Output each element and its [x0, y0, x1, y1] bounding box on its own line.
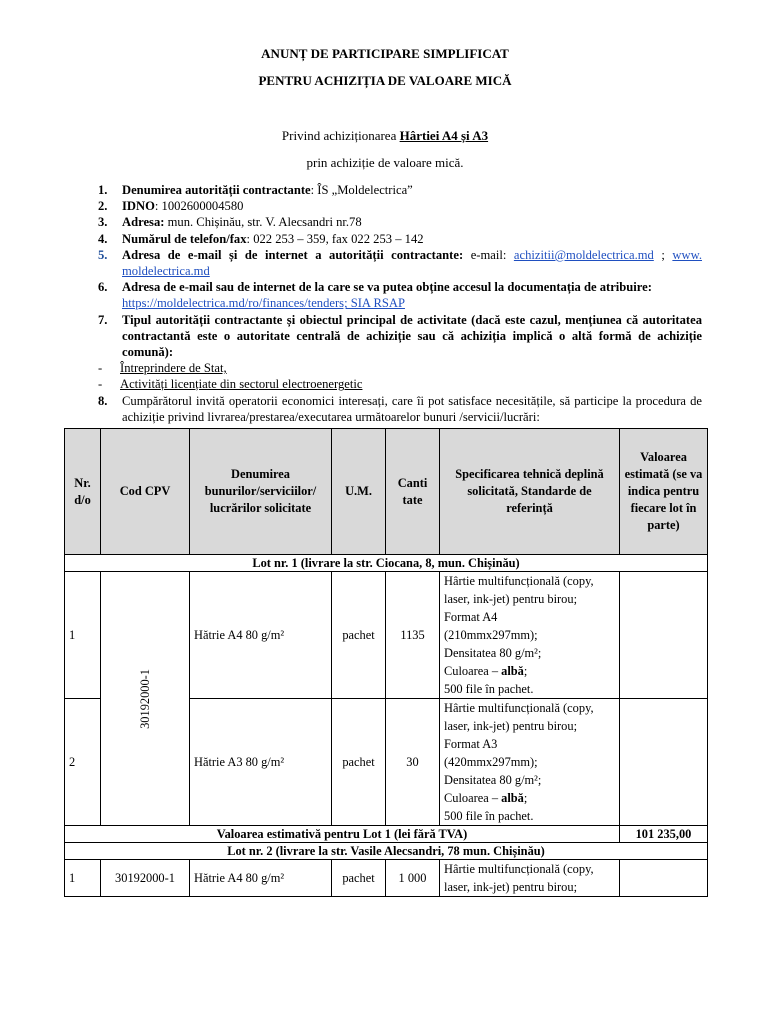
- info-num: 3.: [98, 215, 108, 230]
- row-um: pachet: [332, 572, 386, 699]
- header-spec: Specificarea tehnică deplină solicitată, Standarde de referință: [440, 429, 620, 555]
- header-value: Valoarea estimată (se va indica pentru fiecare lot în parte): [620, 429, 708, 555]
- info-item-8: [98, 393, 702, 425]
- spec-line: Format A3: [444, 737, 498, 751]
- info-sep: ;: [653, 247, 673, 262]
- header-nr: Nr. d/o: [65, 429, 101, 555]
- row-name: Hătrie A4 80 g/m²: [190, 572, 332, 699]
- subject-line: [0, 128, 770, 144]
- info-item-7: [98, 312, 702, 393]
- row-qty: 1 000: [386, 860, 440, 897]
- lot1-cpv-cell: [101, 572, 190, 826]
- info-item-6: [98, 279, 702, 311]
- lot2-title-row: [65, 843, 708, 860]
- info-value: 022 253 – 359, fax 022 253 – 142: [253, 231, 424, 246]
- row-name: Hătrie A4 80 g/m²: [190, 860, 332, 897]
- lot1-title: Lot nr. 1 (livrare la str. Ciocana, 8, mun. Chișinău): [65, 555, 708, 572]
- info-label: IDNO: [122, 199, 155, 214]
- row-cpv: 30192000-1: [101, 860, 190, 897]
- lot1-total-row: [65, 826, 708, 843]
- info-item-5: [98, 247, 702, 279]
- procedure-line: prin achiziție de valoare mică.: [306, 155, 464, 170]
- row-um: pachet: [332, 860, 386, 897]
- row-value: [620, 572, 708, 699]
- spec-line: 500 file în pachet.: [444, 682, 534, 696]
- spec-line: Densitatea 80 g/m²;: [444, 646, 542, 660]
- info-sep: :: [310, 183, 318, 197]
- info-value: 1002600004580: [161, 199, 244, 214]
- info-label: Denumirea autorității contractante: [122, 183, 311, 197]
- info-sep: :: [154, 199, 162, 214]
- info-num: 7.: [98, 312, 108, 327]
- document-title-line1: ANUNȚ DE PARTICIPARE SIMPLIFICAT: [261, 46, 509, 61]
- info-num: 5.: [98, 247, 108, 262]
- info-label: Numărul de telefon/fax: [122, 231, 247, 246]
- activity-item: - Întreprindere de Stat,: [98, 361, 227, 376]
- info-label: Adresa de e-mail sau de internet de la care se va putea obține accesul la documentația de atribuire:: [122, 280, 652, 295]
- info-text: Cumpărătorul invită operatorii economici interesați, care îi pot satisface necesitățile, să participe la procedura de achiziție privind livrarea/prestarea/executarea următoarelor bunuri /servicii/lucrări:: [122, 393, 702, 424]
- row-um: pachet: [332, 699, 386, 826]
- row-value: [620, 860, 708, 897]
- row-name: Hătrie A3 80 g/m²: [190, 699, 332, 826]
- row-spec: [440, 699, 620, 826]
- info-item-4: [98, 231, 702, 247]
- spec-line: (210mmx297mm);: [444, 628, 538, 642]
- info-sep: :: [246, 231, 254, 246]
- info-num: 6.: [98, 280, 108, 295]
- info-label: Adresa:: [122, 215, 165, 230]
- activity-text: Întreprindere de Stat,: [120, 361, 227, 376]
- info-label: Adresa de e-mail și de internet a autorității contractante:: [122, 247, 464, 262]
- header-name: Denumirea bunurilor/serviciilor/ lucrărilor solicitate: [190, 429, 332, 555]
- row-qty: 30: [386, 699, 440, 826]
- lot1-total-value: 101 235,00: [620, 826, 708, 843]
- info-num: 8.: [98, 393, 108, 408]
- info-num: 4.: [98, 231, 108, 246]
- info-value: ÎS „Moldelectrica”: [317, 183, 413, 197]
- info-num: 2.: [98, 199, 108, 214]
- spec-line-color: Culoarea – albă;: [444, 664, 528, 678]
- info-label: Tipul autorității contractante și obiectul principal de activitate (dacă este cazul, mențiunea că autoritatea contractantă este o autoritate centrală de achiziție sau că achiziția implică o altă formă de achiziție comună):: [122, 312, 702, 360]
- row-spec: [440, 572, 620, 699]
- info-value: mun. Chișinău, str. V. Alecsandri nr.78: [167, 215, 362, 230]
- info-sep: [463, 248, 471, 262]
- table-row: [65, 860, 708, 897]
- info-value: e-mail:: [470, 247, 514, 262]
- email-link[interactable]: achizitii@moldelectrica.md: [513, 247, 654, 262]
- lot1-total-label: Valoarea estimativă pentru Lot 1 (lei fără TVA): [65, 826, 620, 843]
- spec-line: (420mmx297mm);: [444, 755, 538, 769]
- row-value: [620, 699, 708, 826]
- procurement-table: [64, 428, 708, 897]
- spec-line-color: Culoarea – albă;: [444, 791, 528, 805]
- table-row: [65, 572, 708, 699]
- spec-line: Format A4: [444, 610, 498, 624]
- header-cpv: Cod CPV: [101, 429, 190, 555]
- activity-text: Activități licențiate din sectorul electroenergetic: [120, 377, 363, 392]
- header-qty: Canti tate: [386, 429, 440, 555]
- document-title-line2: PENTRU ACHIZIȚIA DE VALOARE MICĂ: [258, 73, 512, 88]
- spec-line: Hârtie multifuncțională (copy, laser, ink-jet) pentru birou;: [444, 862, 594, 894]
- subject-prefix: Privind achiziționarea: [281, 128, 400, 143]
- info-num: 1.: [98, 183, 108, 197]
- spec-line: 500 file în pachet.: [444, 809, 534, 823]
- spec-line: Hârtie multifuncțională (copy, laser, ink-jet) pentru birou;: [444, 574, 594, 606]
- subject-bold: Hârtiei A4 și A3: [399, 128, 489, 143]
- row-nr: 1: [65, 572, 101, 699]
- row-nr: 1: [65, 860, 101, 897]
- lot2-title: Lot nr. 2 (livrare la str. Vasile Alecsandri, 78 mun. Chișinău): [65, 843, 708, 860]
- header-um: U.M.: [332, 429, 386, 555]
- table-header-row: [65, 429, 708, 555]
- info-list: [98, 182, 702, 425]
- row-nr: 2: [65, 699, 101, 826]
- spec-line: Densitatea 80 g/m²;: [444, 773, 542, 787]
- info-item-1: [98, 182, 702, 198]
- row-spec: [440, 860, 620, 897]
- info-item-2: [98, 198, 702, 214]
- lot1-title-row: [65, 555, 708, 572]
- row-qty: 1135: [386, 572, 440, 699]
- info-item-3: [98, 214, 702, 230]
- spec-line: Hârtie multifuncțională (copy, laser, ink-jet) pentru birou;: [444, 701, 594, 733]
- lot1-cpv: 30192000-1: [137, 668, 152, 729]
- tenders-link[interactable]: https://moldelectrica.md/ro/finances/tenders; SIA RSAP: [122, 296, 405, 311]
- website-link[interactable]: www. moldelectrica.md: [122, 247, 702, 279]
- activity-item: - Activități licențiate din sectorul electroenergetic: [98, 377, 363, 392]
